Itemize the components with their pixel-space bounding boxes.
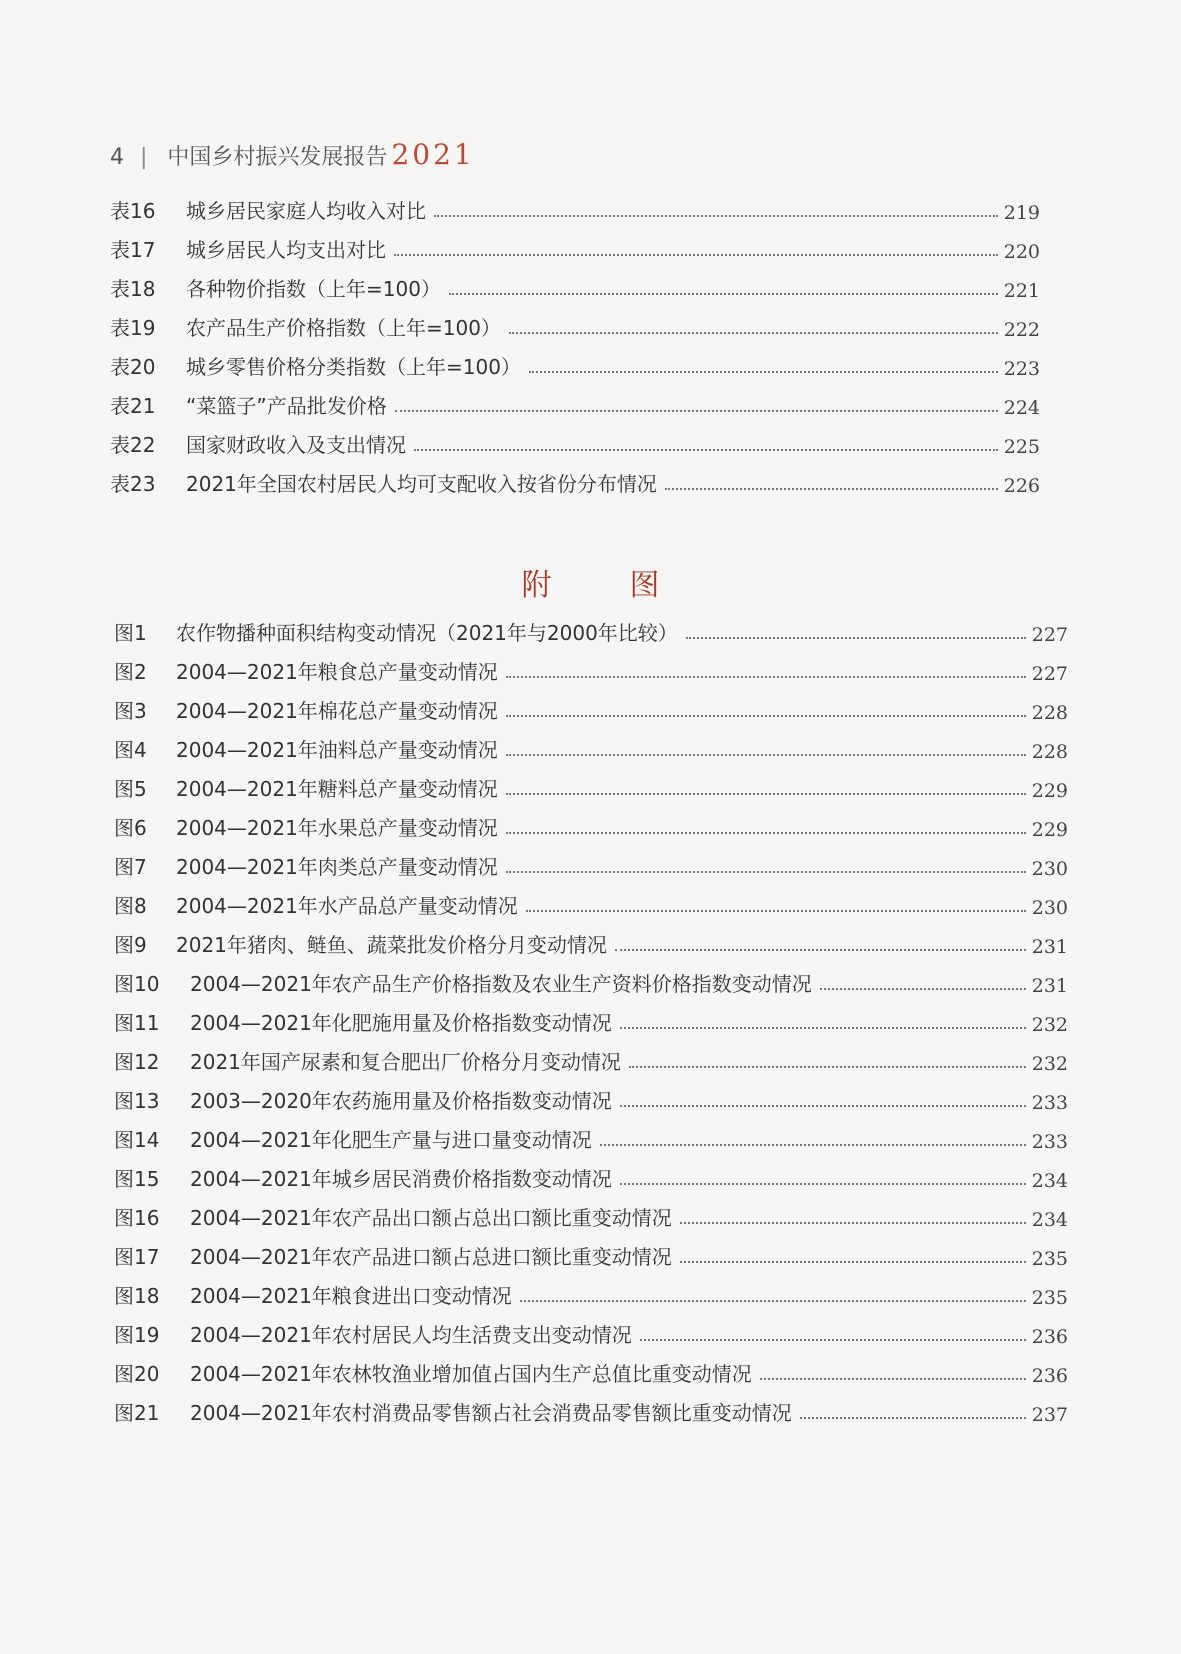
dot-leader xyxy=(680,1222,1026,1224)
dot-leader xyxy=(506,676,1026,678)
entry-title: 城乡居民人均支出对比 xyxy=(186,238,386,262)
entry-title: 2004—2021年粮食总产量变动情况 xyxy=(176,660,498,684)
entry-page-number: 230 xyxy=(1031,897,1068,919)
entry-label: 图13 xyxy=(114,1089,160,1113)
figure-entry[interactable] xyxy=(114,1236,1068,1270)
table-entry[interactable] xyxy=(110,190,1040,224)
figure-entry[interactable] xyxy=(114,1392,1068,1426)
header-separator: | xyxy=(140,145,148,170)
figure-entry[interactable] xyxy=(114,612,1068,646)
entry-title: 2004—2021年水产品总产量变动情况 xyxy=(176,894,518,918)
entry-title: 2021年国产尿素和复合肥出厂价格分月变动情况 xyxy=(190,1050,621,1074)
entry-label: 图7 xyxy=(114,855,147,879)
entry-title: 2004—2021年水果总产量变动情况 xyxy=(176,816,498,840)
table-entry[interactable] xyxy=(110,385,1040,419)
dot-leader xyxy=(680,1261,1026,1263)
entry-label: 表22 xyxy=(110,433,156,457)
entry-page-number: 222 xyxy=(1003,319,1040,341)
dot-leader xyxy=(394,254,998,256)
entry-page-number: 225 xyxy=(1003,436,1040,458)
entry-page-number: 237 xyxy=(1031,1404,1068,1426)
figure-entry[interactable] xyxy=(114,846,1068,880)
entry-page-number: 234 xyxy=(1031,1170,1068,1192)
entry-label: 图1 xyxy=(114,621,147,645)
book-title: 中国乡村振兴发展报告 xyxy=(167,145,388,170)
entry-label: 图9 xyxy=(114,933,147,957)
figure-entry[interactable] xyxy=(114,1041,1068,1075)
entry-title: 2004—2021年粮食进出口变动情况 xyxy=(190,1284,512,1308)
dot-leader xyxy=(665,488,998,490)
figure-entry[interactable] xyxy=(114,963,1068,997)
entry-page-number: 231 xyxy=(1031,975,1068,997)
figure-entry[interactable] xyxy=(114,1314,1068,1348)
figure-entry[interactable] xyxy=(114,1080,1068,1114)
dot-leader xyxy=(526,910,1026,912)
entry-label: 表17 xyxy=(110,238,156,262)
figure-entry[interactable] xyxy=(114,1353,1068,1387)
entry-page-number: 236 xyxy=(1031,1365,1068,1387)
dot-leader xyxy=(509,332,998,334)
entry-label: 图16 xyxy=(114,1206,160,1230)
entry-page-number: 223 xyxy=(1003,358,1040,380)
entry-page-number: 235 xyxy=(1031,1248,1068,1270)
dot-leader xyxy=(629,1066,1026,1068)
figure-entry[interactable] xyxy=(114,807,1068,841)
entry-page-number: 220 xyxy=(1003,241,1040,263)
entry-page-number: 231 xyxy=(1031,936,1068,958)
table-entry[interactable] xyxy=(110,307,1040,341)
figure-entry[interactable] xyxy=(114,1275,1068,1309)
entry-title: 2004—2021年肉类总产量变动情况 xyxy=(176,855,498,879)
entry-title: 2004—2021年城乡居民消费价格指数变动情况 xyxy=(190,1167,612,1191)
dot-leader xyxy=(414,449,998,451)
table-entry[interactable] xyxy=(110,346,1040,380)
entry-title: 农产品生产价格指数（上年=100） xyxy=(186,316,501,340)
entry-page-number: 229 xyxy=(1031,780,1068,802)
entry-label: 图20 xyxy=(114,1362,160,1386)
dot-leader xyxy=(615,949,1026,951)
figure-entry[interactable] xyxy=(114,1197,1068,1231)
dot-leader xyxy=(520,1300,1026,1302)
entry-title: 2004—2021年农村消费品零售额占社会消费品零售额比重变动情况 xyxy=(190,1401,792,1425)
entry-title: 2003—2020年农药施用量及价格指数变动情况 xyxy=(190,1089,612,1113)
dot-leader xyxy=(506,871,1026,873)
entry-page-number: 233 xyxy=(1031,1092,1068,1114)
figure-entry[interactable] xyxy=(114,1119,1068,1153)
table-entry[interactable] xyxy=(110,463,1040,497)
entry-page-number: 229 xyxy=(1031,819,1068,841)
dot-leader xyxy=(820,988,1026,990)
entry-title: 2004—2021年农林牧渔业增加值占国内生产总值比重变动情况 xyxy=(190,1362,752,1386)
table-entry[interactable] xyxy=(110,424,1040,458)
dot-leader xyxy=(640,1339,1026,1341)
entry-title: 2021年猪肉、鲢鱼、蔬菜批发价格分月变动情况 xyxy=(176,933,607,957)
figure-entry[interactable] xyxy=(114,768,1068,802)
dot-leader xyxy=(760,1378,1026,1380)
entry-title: 2004—2021年糖料总产量变动情况 xyxy=(176,777,498,801)
entry-title: 2004—2021年油料总产量变动情况 xyxy=(176,738,498,762)
entry-title: “菜篮子”产品批发价格 xyxy=(186,394,387,418)
figure-entry[interactable] xyxy=(114,690,1068,724)
book-year: 2021 xyxy=(391,138,475,171)
entry-label: 图4 xyxy=(114,738,147,762)
entry-label: 表23 xyxy=(110,472,156,496)
page-number: 4 xyxy=(110,145,124,170)
entry-title: 城乡居民家庭人均收入对比 xyxy=(186,199,426,223)
dot-leader xyxy=(506,793,1026,795)
entry-title: 2004—2021年化肥生产量与进口量变动情况 xyxy=(190,1128,592,1152)
entry-title: 城乡零售价格分类指数（上年=100） xyxy=(186,355,521,379)
entry-label: 图10 xyxy=(114,972,160,996)
entry-page-number: 224 xyxy=(1003,397,1040,419)
entry-label: 表20 xyxy=(110,355,156,379)
entry-title: 2004—2021年棉花总产量变动情况 xyxy=(176,699,498,723)
entry-label: 图15 xyxy=(114,1167,160,1191)
dot-leader xyxy=(620,1183,1026,1185)
entry-page-number: 226 xyxy=(1003,475,1040,497)
dot-leader xyxy=(506,715,1026,717)
dot-leader xyxy=(620,1105,1026,1107)
figure-entry[interactable] xyxy=(114,651,1068,685)
figure-entry[interactable] xyxy=(114,1002,1068,1036)
running-header xyxy=(110,138,475,171)
entry-page-number: 233 xyxy=(1031,1131,1068,1153)
dot-leader xyxy=(620,1027,1026,1029)
dot-leader xyxy=(686,637,1026,639)
figure-entry[interactable] xyxy=(114,924,1068,958)
entry-page-number: 219 xyxy=(1003,202,1040,224)
dot-leader xyxy=(506,832,1026,834)
entry-label: 图6 xyxy=(114,816,147,840)
entry-title: 2004—2021年化肥施用量及价格指数变动情况 xyxy=(190,1011,612,1035)
entry-label: 图12 xyxy=(114,1050,160,1074)
dot-leader xyxy=(434,215,998,217)
entry-page-number: 232 xyxy=(1031,1053,1068,1075)
entry-title: 2004—2021年农村居民人均生活费支出变动情况 xyxy=(190,1323,632,1347)
dot-leader xyxy=(449,293,998,295)
dot-leader xyxy=(800,1417,1026,1419)
entry-label: 表21 xyxy=(110,394,156,418)
entry-page-number: 230 xyxy=(1031,858,1068,880)
entry-label: 图17 xyxy=(114,1245,160,1269)
entry-page-number: 227 xyxy=(1031,624,1068,646)
entry-label: 图2 xyxy=(114,660,147,684)
dot-leader xyxy=(395,410,998,412)
dot-leader xyxy=(506,754,1026,756)
entry-label: 图21 xyxy=(114,1401,160,1425)
entry-label: 图14 xyxy=(114,1128,160,1152)
entry-page-number: 235 xyxy=(1031,1287,1068,1309)
figure-entry[interactable] xyxy=(114,1158,1068,1192)
entry-page-number: 227 xyxy=(1031,663,1068,685)
entry-title: 农作物播种面积结构变动情况（2021年与2000年比较） xyxy=(176,621,678,645)
figures-section-title: 附图 xyxy=(521,568,738,603)
entry-page-number: 234 xyxy=(1031,1209,1068,1231)
entry-label: 图19 xyxy=(114,1323,160,1347)
entry-page-number: 228 xyxy=(1031,741,1068,763)
entry-title: 各种物价指数（上年=100） xyxy=(186,277,441,301)
figure-entry[interactable] xyxy=(114,729,1068,763)
entry-title: 2004—2021年农产品生产价格指数及农业生产资料价格指数变动情况 xyxy=(190,972,812,996)
entry-label: 图5 xyxy=(114,777,147,801)
entry-title: 国家财政收入及支出情况 xyxy=(186,433,406,457)
entry-label: 表18 xyxy=(110,277,156,301)
entry-title: 2004—2021年农产品出口额占总出口额比重变动情况 xyxy=(190,1206,672,1230)
entry-label: 图8 xyxy=(114,894,147,918)
entry-label: 图3 xyxy=(114,699,147,723)
table-entry[interactable] xyxy=(110,229,1040,263)
entry-page-number: 236 xyxy=(1031,1326,1068,1348)
table-entry[interactable] xyxy=(110,268,1040,302)
entry-label: 表19 xyxy=(110,316,156,340)
entry-page-number: 232 xyxy=(1031,1014,1068,1036)
figure-entry[interactable] xyxy=(114,885,1068,919)
entry-title: 2021年全国农村居民人均可支配收入按省份分布情况 xyxy=(186,472,657,496)
entry-label: 表16 xyxy=(110,199,156,223)
entry-label: 图11 xyxy=(114,1011,160,1035)
entry-page-number: 228 xyxy=(1031,702,1068,724)
entry-label: 图18 xyxy=(114,1284,160,1308)
entry-title: 2004—2021年农产品进口额占总进口额比重变动情况 xyxy=(190,1245,672,1269)
dot-leader xyxy=(600,1144,1026,1146)
dot-leader xyxy=(529,371,998,373)
entry-page-number: 221 xyxy=(1003,280,1040,302)
